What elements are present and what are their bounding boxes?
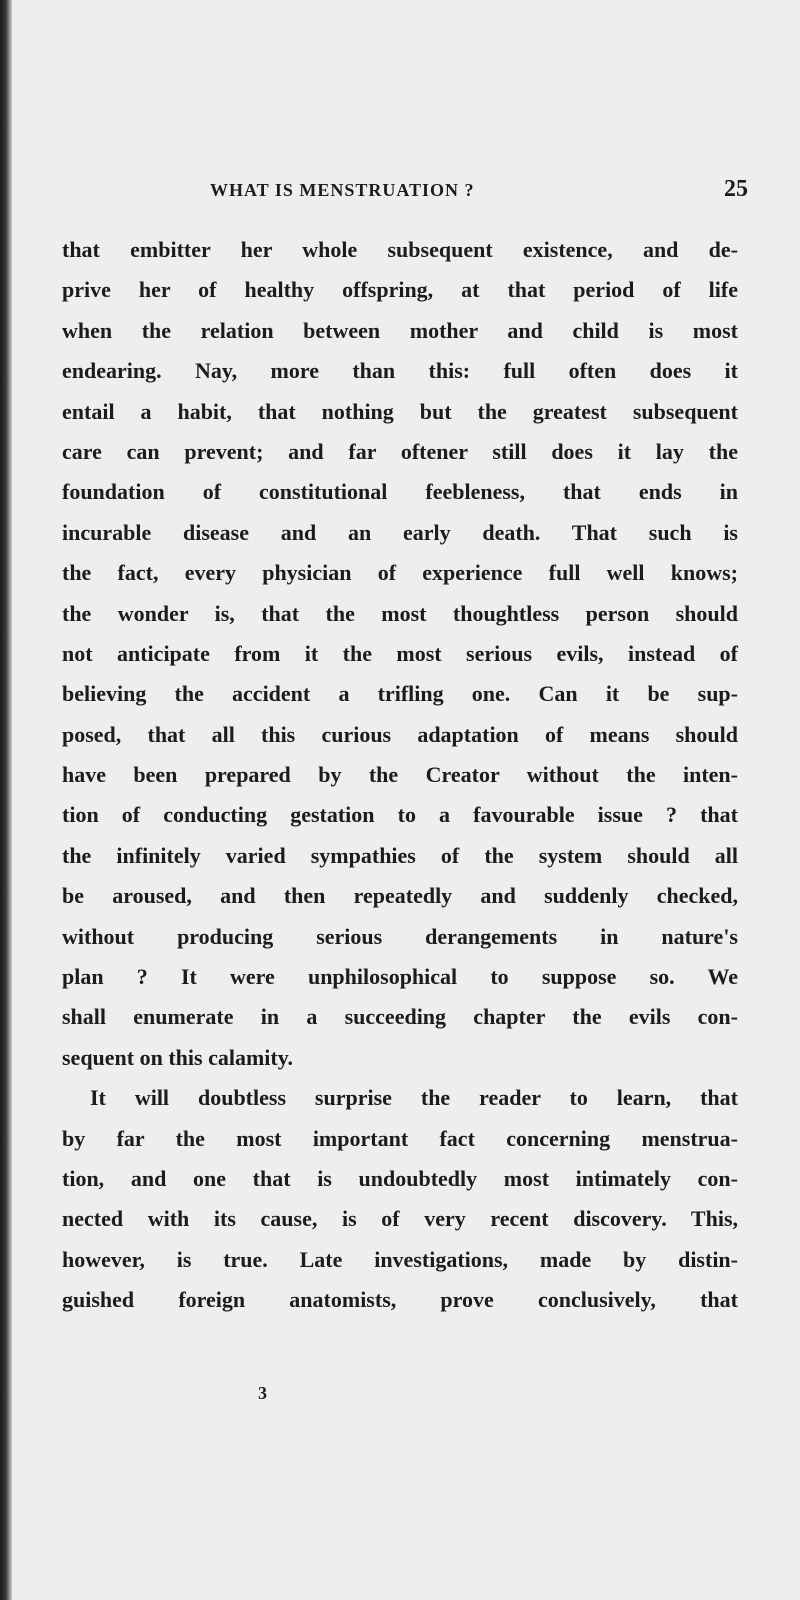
text-line: that embitter her whole subsequent existence, and de- [62, 237, 738, 262]
text-line: care can prevent; and far oftener still does it lay the [62, 438, 738, 464]
page-number: 25 [724, 176, 748, 202]
text-line: not anticipate from it the most serious evils, instead of [62, 640, 738, 666]
text-line: by far the most important fact concerning menstrua- [62, 1125, 738, 1151]
text-line: nected with its cause, is of very recent discovery. This, [62, 1206, 738, 1232]
body-text [62, 230, 738, 1321]
running-head [60, 176, 750, 206]
text-line: foundation of constitutional feebleness, that ends in [62, 479, 738, 505]
paragraph-end-line: sequent on this calamity. [62, 1044, 294, 1070]
text-line: prive her of healthy offspring, at that period of life [62, 277, 738, 303]
text-line: shall enumerate in a succeeding chapter the evils con- [62, 1004, 738, 1030]
text-line: endearing. Nay, more than this: full often does it [62, 358, 738, 384]
text-line: the wonder is, that the most thoughtless person should [62, 600, 738, 626]
text-line: without producing serious derangements in nature's [62, 923, 738, 949]
text-line: incurable disease and an early death. That such is [62, 519, 738, 545]
text-line: tion, and one that is undoubtedly most intimately con- [62, 1165, 738, 1191]
signature-mark: 3 [258, 1383, 267, 1403]
text-line: guished foreign anatomists, prove conclusively, that [62, 1287, 738, 1313]
text-line: have been prepared by the Creator without the inten- [62, 762, 738, 788]
paragraph-first-line: It will doubtless surprise the reader to learn, that [90, 1085, 738, 1111]
text-line: believing the accident a trifling one. Can it be sup- [62, 681, 738, 707]
text-line: plan ? It were unphilosophical to suppose so. We [62, 964, 738, 990]
text-line: however, is true. Late investigations, made by distin- [62, 1246, 738, 1272]
text-line: be aroused, and then repeatedly and suddenly checked, [62, 883, 738, 909]
text-line: posed, that all this curious adaptation of means should [62, 721, 738, 747]
running-title: WHAT IS MENSTRUATION ? [210, 180, 475, 200]
text-line: the fact, every physician of experience full well knows; [62, 560, 738, 586]
page-binding-edge [0, 0, 12, 1600]
text-line: when the relation between mother and child is most [62, 317, 738, 343]
text-line: tion of conducting gestation to a favourable issue ? that [62, 802, 738, 828]
text-line: the infinitely varied sympathies of the system should all [62, 842, 738, 868]
text-line: entail a habit, that nothing but the greatest subsequent [62, 398, 738, 424]
